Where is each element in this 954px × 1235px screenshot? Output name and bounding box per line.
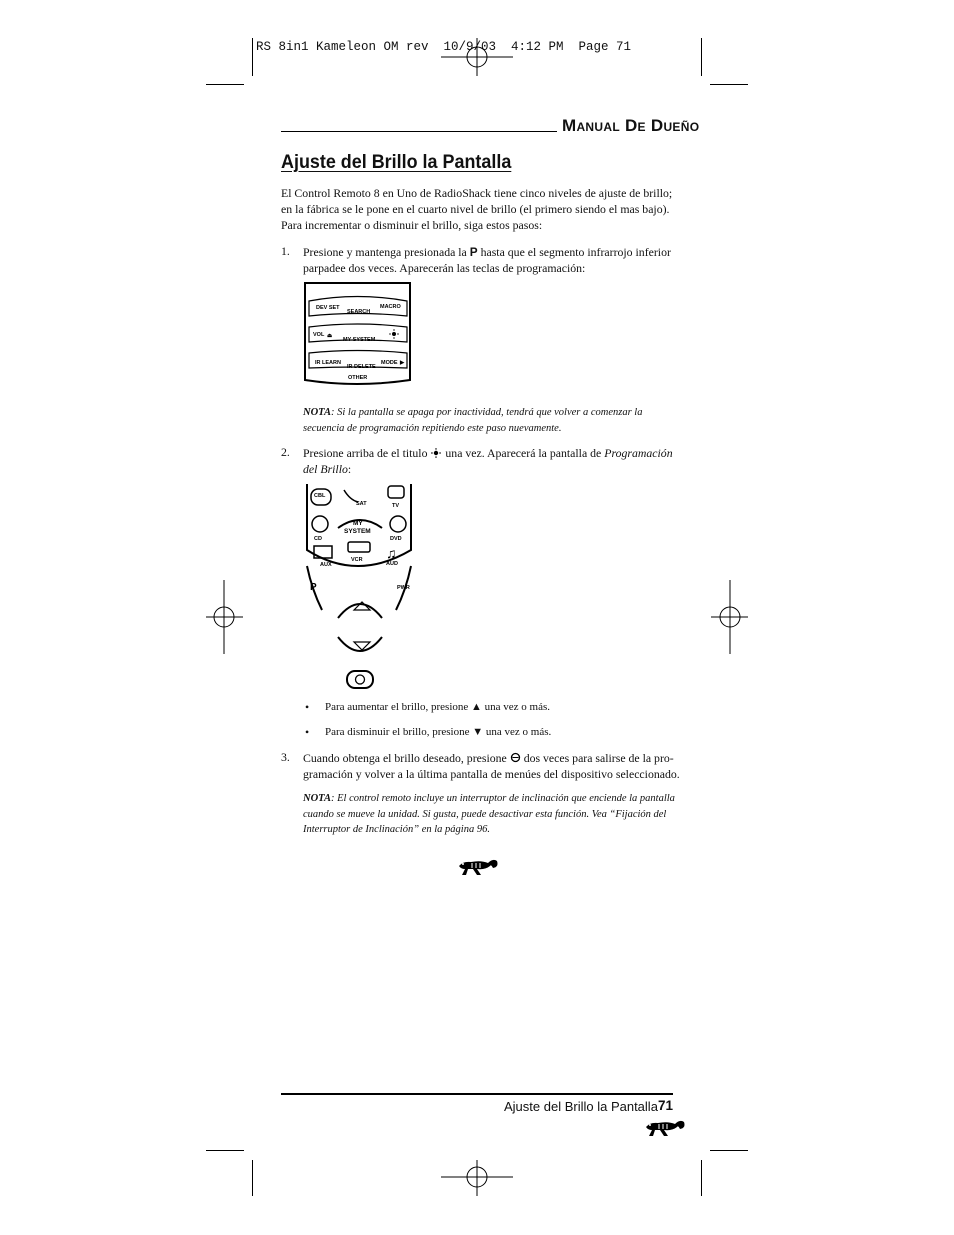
svg-text:AUX: AUX [320, 562, 332, 568]
brightness-screen [300, 480, 416, 694]
intro-paragraph: El Control Remoto 8 en Uno de RadioShack tiene cinco niveles de ajuste de brillo; en la fábrica se le pone en el cuarto nivel de brillo (el primero siendo el mas bajo). Para incrementar o disminuir el brillo, siga estos pasos: [281, 186, 673, 232]
exit-key [347, 671, 373, 688]
down-triangle-icon: ▼ [472, 726, 484, 738]
brightness-sun-icon [430, 448, 442, 458]
step-1-number: 1. [281, 244, 290, 258]
chameleon-logo-icon [457, 854, 499, 878]
pwr-button-label: PWR [397, 585, 410, 591]
svg-text:VCR: VCR [351, 557, 363, 563]
bullet-mark-2: • [305, 725, 310, 739]
step-3-number: 3. [281, 750, 290, 764]
up-arrow-key [338, 604, 382, 618]
svg-text:TV: TV [392, 503, 400, 509]
step-2-number: 2. [281, 445, 290, 459]
section-title: Ajuste del Brillo la Pantalla [281, 151, 512, 173]
header-rule [281, 131, 557, 132]
mode-arrow-icon: ▶ [400, 360, 405, 366]
step-3-text: Cuando obtenga el brillo deseado, presione dos veces para salirse de la pro- gramación y volver a la última pantalla de menúes del dispositivo seleccionado. [303, 751, 680, 781]
my-system-key: MY SYSTEM [343, 337, 376, 343]
footer-title: Ajuste del Brillo la Pantalla [504, 1099, 658, 1114]
dev-set-key: DEV SET [316, 305, 340, 311]
eject-icon: ⏏ [327, 333, 333, 339]
audio-note-icon: ♫ [386, 545, 397, 561]
exit-icon [510, 752, 521, 763]
programming-keys-screen [300, 280, 414, 388]
step-2-text: Presione arriba de el titulo una vez. Aparecerá la pantalla de Programación del Brillo: [303, 446, 673, 476]
svg-text:SYSTEM: SYSTEM [344, 528, 371, 535]
cd-device-icon [312, 516, 328, 532]
note-1: NOTA: Si la pantalla se apaga por inactividad, tendrá que volver a comenzar la secuencia de programación repitiendo este paso nuevamente. [303, 407, 643, 434]
bullet-decrease: Para disminuir el brillo, presione ▼ una vez o más. [325, 726, 552, 738]
macro-key: MACRO [380, 304, 401, 310]
footer-rule [281, 1093, 673, 1095]
ir-learn-key: IR LEARN [315, 360, 341, 366]
vol-key: VOL [313, 332, 325, 338]
p-key-label: P [469, 245, 478, 259]
other-key: OTHER [348, 375, 368, 381]
svg-text:DVD: DVD [390, 536, 402, 542]
search-key: SEARCH [347, 309, 371, 315]
down-arrow-key [338, 637, 382, 651]
running-title: Manual De Dueño [562, 116, 700, 135]
svg-text:SAT: SAT [356, 501, 367, 507]
step-1-text: Presione y mantenga presionada la P hasta que el segmento infrarrojo inferior parpadee dos veces. Aparecerán las teclas de programación: [303, 245, 671, 275]
note-2: NOTA: El control remoto incluye un interruptor de inclinación que enciende la pantalla cuando se mueve la unidad. Si gusta, puede desactivar esta función. Vea “Fijación del Interruptor de Inclinación” en la página 96. [303, 793, 675, 835]
vcr-device-icon [348, 542, 370, 552]
ir-delete-key: IR DELETE [347, 364, 376, 370]
mode-key: MODE [381, 360, 398, 366]
svg-text:AUD: AUD [386, 561, 398, 567]
exit-icon [356, 675, 365, 684]
print-slug: RS 8in1 Kameleon OM rev 10/9/03 4:12 PM Page 71 [256, 40, 632, 54]
dvd-device-icon [390, 516, 406, 532]
chameleon-footer-icon [644, 1115, 686, 1139]
bullet-increase: Para aumentar el brillo, presione ▲ una vez o más. [325, 701, 551, 713]
bullet-mark-1: • [305, 700, 310, 714]
svg-text:CD: CD [314, 536, 322, 542]
p-button-label: P [310, 582, 317, 593]
tv-device-icon [388, 486, 404, 498]
svg-text:CBL: CBL [314, 493, 326, 499]
my-system-label: MY [353, 520, 363, 527]
up-triangle-icon: ▲ [471, 701, 482, 713]
page-number: 71 [658, 1098, 674, 1113]
